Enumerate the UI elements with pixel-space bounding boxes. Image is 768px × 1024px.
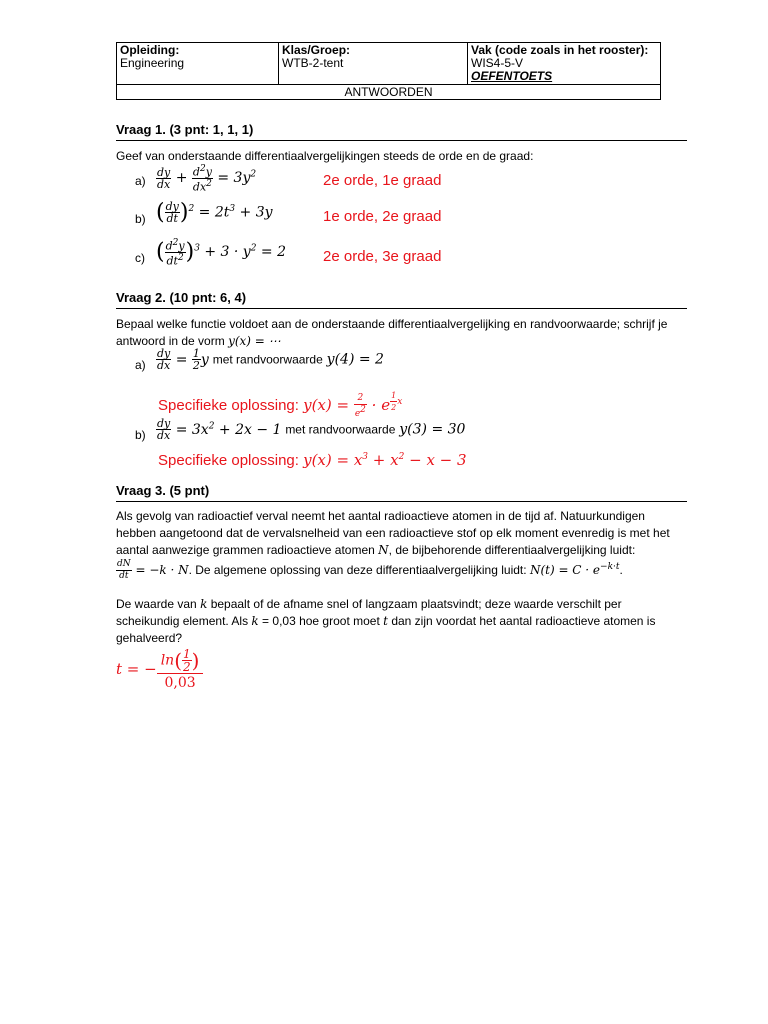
q1-c-equation: ( $\frac{d^2y}{dt^2}$ )$^3 + 3 \cdot y^2 = 2$: [156, 238, 287, 268]
q1-intro: Geef van onderstaande differentiaalvergelijkingen steeds de orde en de graad:: [116, 149, 534, 163]
q3-p1b: , de bijbehorende differentiaalvergelijking luidt:: [388, 543, 636, 557]
q1-c-answer: 2e orde, 3e graad: [323, 248, 442, 265]
q2-a-spec: Specifieke oplossing:: [158, 397, 299, 414]
q1-a-label: a): [135, 174, 146, 188]
q2-title: Vraag 2. (10 pnt: 6, 4): [116, 290, 687, 309]
vak-value: WIS4-5-V: [471, 56, 524, 70]
q1-b-answer: 1e orde, 2e graad: [323, 208, 442, 225]
q3-p2b: bepaalt of de afname snel of langzaam plaatsvindt; deze waarde verschilt per scheikundig element. Als: [116, 597, 622, 628]
q1-title: Vraag 1. (3 pnt: 1, 1, 1): [116, 122, 687, 141]
q3-paragraph-2: De waarde van k bepaalt of de afname snel of langzaam plaatsvindt; deze waarde verschilt per scheikundig element. Als k = 0,03 hoe groot moet t dan zijn voordat het aantal radioactieve atomen is gehalveerd?: [116, 597, 656, 645]
q3-p2a: De waarde van: [116, 597, 197, 611]
q2-a-label: a): [135, 358, 146, 372]
opleiding-cell: [117, 43, 279, 85]
q3-paragraph-1: Als gevolg van radioactief verval neemt het aantal radioactieve atomen in de tijd af. Natuurkundigen hebben aangetoond dat de vervalsnelheid van een radioactieve stof op elk moment evenredig is met het aantal aanwezige grammen radioactieve atomen N, de bijbehorende differentiaalvergelijking luidt: $\frac{dN}{dt}$ = −k · N. De algemene oplossing van deze differentiaalvergelijking luidt: $N(t) = C \cdot e^{-k\cdot t}$.: [116, 509, 670, 581]
q2-b-equation: $\frac{dy}{dx}$ = $3x^2 + 2x - 1$ met randvoorwaarde y(3) = 30: [157, 417, 466, 442]
opleiding-label: Opleiding:: [120, 43, 180, 57]
klas-label: Klas/Groep:: [282, 43, 351, 57]
q1-c-label: c): [135, 251, 145, 265]
q2-a-answer: Specifieke oplossing: y(x) = $\frac{2}{e^2}$ · e $^{\frac{1}{2} x}$: [158, 391, 403, 419]
q1-b-label: b): [135, 212, 146, 226]
q3-answer: t = − ln( $\frac{1}{2}$ ) 0,03: [116, 648, 203, 692]
q2-intro-block: [116, 316, 687, 350]
q3-p1c: . De algemene oplossing van deze differentiaalvergelijking luidt:: [188, 563, 527, 577]
q2-a-equation: $\frac{dy}{dx}$ = $\frac{1}{2}$ y met randvoorwaarde y(4) = 2: [157, 347, 384, 372]
q3-p1: Als gevolg van radioactief verval neemt het aantal radioactieve atomen in de tijd af. Natuurkundigen hebben aangetoond dat de vervalsnelheid van een radioactieve stof op elk moment evenredig is met het aantal aanwezige grammen radioactieve atomen: [116, 509, 670, 557]
klas-cell: [279, 43, 468, 85]
q2-form: y(x) = ⋯: [228, 334, 281, 348]
q2-b-label: b): [135, 428, 146, 442]
vak-label: Vak (code zoals in het rooster):: [471, 43, 649, 57]
vak-cell: [468, 43, 661, 85]
q3-answer-denominator: 0,03: [164, 675, 196, 691]
q2-intro: Bepaal welke functie voldoet aan de onderstaande differentiaalvergelijking en randvoorwaarde; schrijf je antwoord in de vorm: [116, 317, 668, 348]
q2-b-answer: Specifieke oplossing: $y(x) = x^3 + x^2 - x - 3$: [158, 451, 467, 469]
klas-value: WTB-2-tent: [282, 56, 344, 70]
q3-title: Vraag 3. (5 pnt): [116, 483, 687, 502]
q1-a-equation: $\frac{dy}{dx}$ + $\frac{d^2y}{dx^2}$ = $3y^2$: [157, 164, 257, 194]
q3-p2d: dan zijn voordat het aantal radioactieve atomen is gehalveerd?: [116, 614, 656, 645]
q2-b-rand: met randvoorwaarde: [285, 422, 396, 437]
q2-a-rand: met randvoorwaarde: [212, 352, 323, 367]
q3-p2c: = 0,03 hoe groot moet: [262, 614, 380, 628]
q2-b-spec: Specifieke oplossing:: [158, 452, 299, 469]
q1-a-answer: 2e orde, 1e graad: [323, 172, 442, 189]
antwoorden-row: ANTWOORDEN: [117, 85, 661, 100]
header-table: [116, 42, 661, 100]
vak-sub: OEFENTOETS: [471, 69, 553, 83]
q1-b-equation: ( $\frac{dy}{dt}$ )$^2 = 2t^3 + 3y$: [156, 200, 273, 225]
opleiding-value: Engineering: [120, 56, 185, 70]
